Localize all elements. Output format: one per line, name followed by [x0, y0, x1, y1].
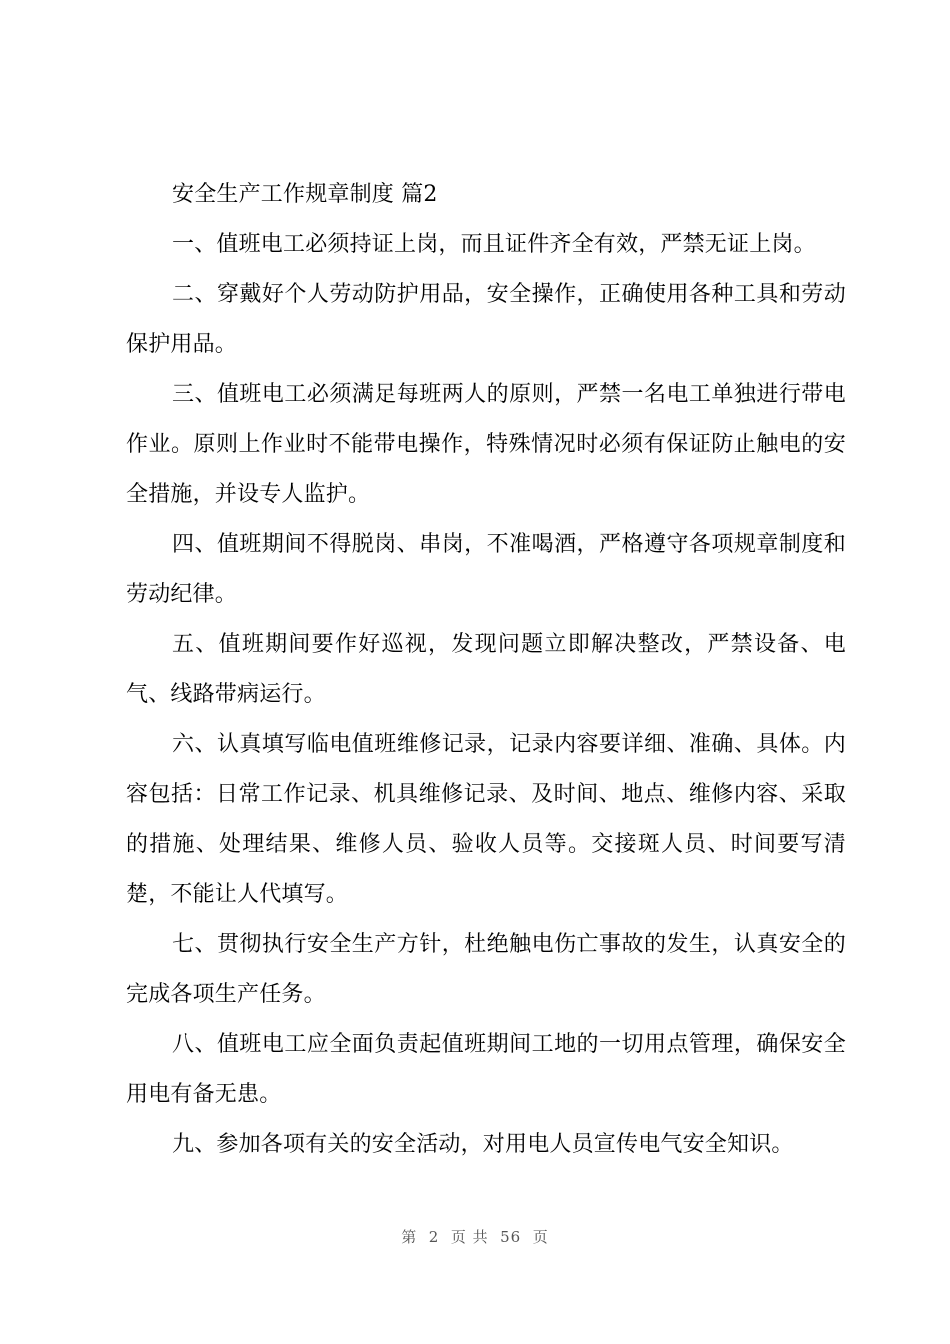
paragraph-3: 三、值班电工必须满足每班两人的原则，严禁一名电工单独进行带电作业。原则上作业时不能带电操作，特殊情况时必须有保证防止触电的安全措施，并设专人监护。 — [126, 382, 846, 507]
document-body — [126, 170, 846, 1170]
document-title: 安全生产工作规章制度 篇2 — [172, 182, 438, 207]
paragraph-8: 八、值班电工应全面负责起值班期间工地的一切用点管理，确保安全用电有备无患。 — [126, 1032, 846, 1107]
paragraph-9: 九、参加各项有关的安全活动，对用电人员宣传电气安全知识。 — [172, 1132, 794, 1157]
page-number-footer: 第 2 页 共 56 页 — [401, 1228, 549, 1246]
paragraph-5: 五、值班期间要作好巡视，发现问题立即解决整改，严禁设备、电气、线路带病运行。 — [126, 632, 846, 707]
paragraph-2: 二、穿戴好个人劳动防护用品，安全操作，正确使用各种工具和劳动保护用品。 — [126, 282, 846, 357]
paragraph-7: 七、贯彻执行安全生产方针，杜绝触电伤亡事故的发生，认真安全的完成各项生产任务。 — [126, 932, 846, 1007]
paragraph-4: 四、值班期间不得脱岗、串岗，不准喝酒，严格遵守各项规章制度和劳动纪律。 — [126, 532, 846, 607]
paragraph-1: 一、值班电工必须持证上岗，而且证件齐全有效，严禁无证上岗。 — [172, 232, 816, 257]
paragraph-6: 六、认真填写临电值班维修记录，记录内容要详细、准确、具体。内容包括：日常工作记录、机具维修记录、及时间、地点、维修内容、采取的措施、处理结果、维修人员、验收人员等。交接斑人员、时间要写清楚，不能让人代填写。 — [126, 732, 846, 907]
